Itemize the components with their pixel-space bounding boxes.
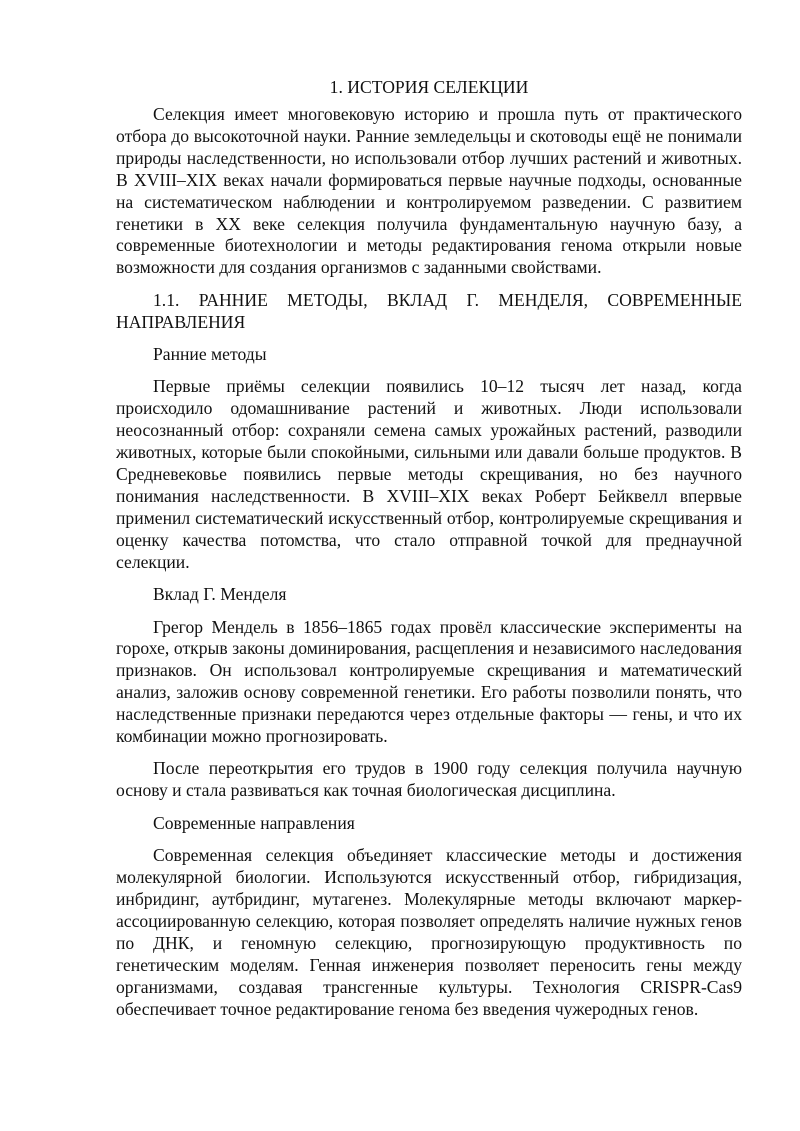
modern-paragraph: Современная селекция объединяет классические методы и достижения молекулярной биологии. Используются искусственный отбор, гибридизация, инбридинг, аутбридинг, мутагенез. Молекулярные методы включают маркер-ассоциированную селекцию, которая позволяет определять наличие нужных генов по ДНК, и геномную селекцию, прогнозирующую продуктивность по генетическим моделям. Генная инженерия позволяет переносить гены между организмами, создавая трансгенные культуры. Технология CRISPR-Cas9 обеспечивает точное редактирование генома без введения чужеродных генов. <box>116 845 742 1019</box>
mendel-paragraph-2: После переоткрытия его трудов в 1900 году селекция получила научную основу и стала развиваться как точная биологическая дисциплина. <box>116 758 742 801</box>
intro-paragraph: Селекция имеет многовековую историю и прошла путь от практического отбора до высокоточной науки. Ранние земледельцы и скотоводы ещё не понимали природы наследственности, но использовали отбор лучших растений и животных. В XVIII–XIX веках начали формироваться первые научные подходы, основанные на систематическом наблюдении и контролируемом разведении. С развитием генетики в XX веке селекция получила фундаментальную научную базу, а современные биотехнологии и методы редактирования генома открыли новые возможности для создания организмов с заданными свойствами. <box>116 104 742 278</box>
chapter-title: 1. ИСТОРИЯ СЕЛЕКЦИИ <box>329 77 529 97</box>
modern-heading: Современные направления <box>153 812 355 833</box>
mendel-heading: Вклад Г. Менделя <box>153 584 287 605</box>
early-methods-heading: Ранние методы <box>153 344 267 365</box>
document-body <box>116 76 742 1031</box>
early-methods-paragraph: Первые приёмы селекции появились 10–12 тысяч лет назад, когда происходило одомашнивание растений и животных. Люди использовали неосознанный отбор: сохраняли семена самых урожайных растений, разводили животных, которые были спокойными, сильными или давали больше продуктов. В Средневековье появились первые методы скрещивания, но без научного понимания наследственности. В XVIII–XIX веках Роберт Бейквелл впервые применил систематический искусственный отбор, контролируемые скрещивания и оценку качества потомства, что стало отправной точкой для преднаучной селекции. <box>116 376 742 572</box>
section-title: 1.1. РАННИЕ МЕТОДЫ, ВКЛАД Г. МЕНДЕЛЯ, СОВРЕМЕННЫЕ НАПРАВЛЕНИЯ <box>116 289 742 332</box>
mendel-paragraph-1: Грегор Мендель в 1856–1865 годах провёл классические эксперименты на горохе, открыв законы доминирования, расщепления и независимого наследования признаков. Он использовал контролируемые скрещивания и математический анализ, заложив основу современной генетики. Его работы позволили понять, что наследственные признаки передаются через отдельные факторы — гены, и что их комбинации можно прогнозировать. <box>116 616 742 747</box>
